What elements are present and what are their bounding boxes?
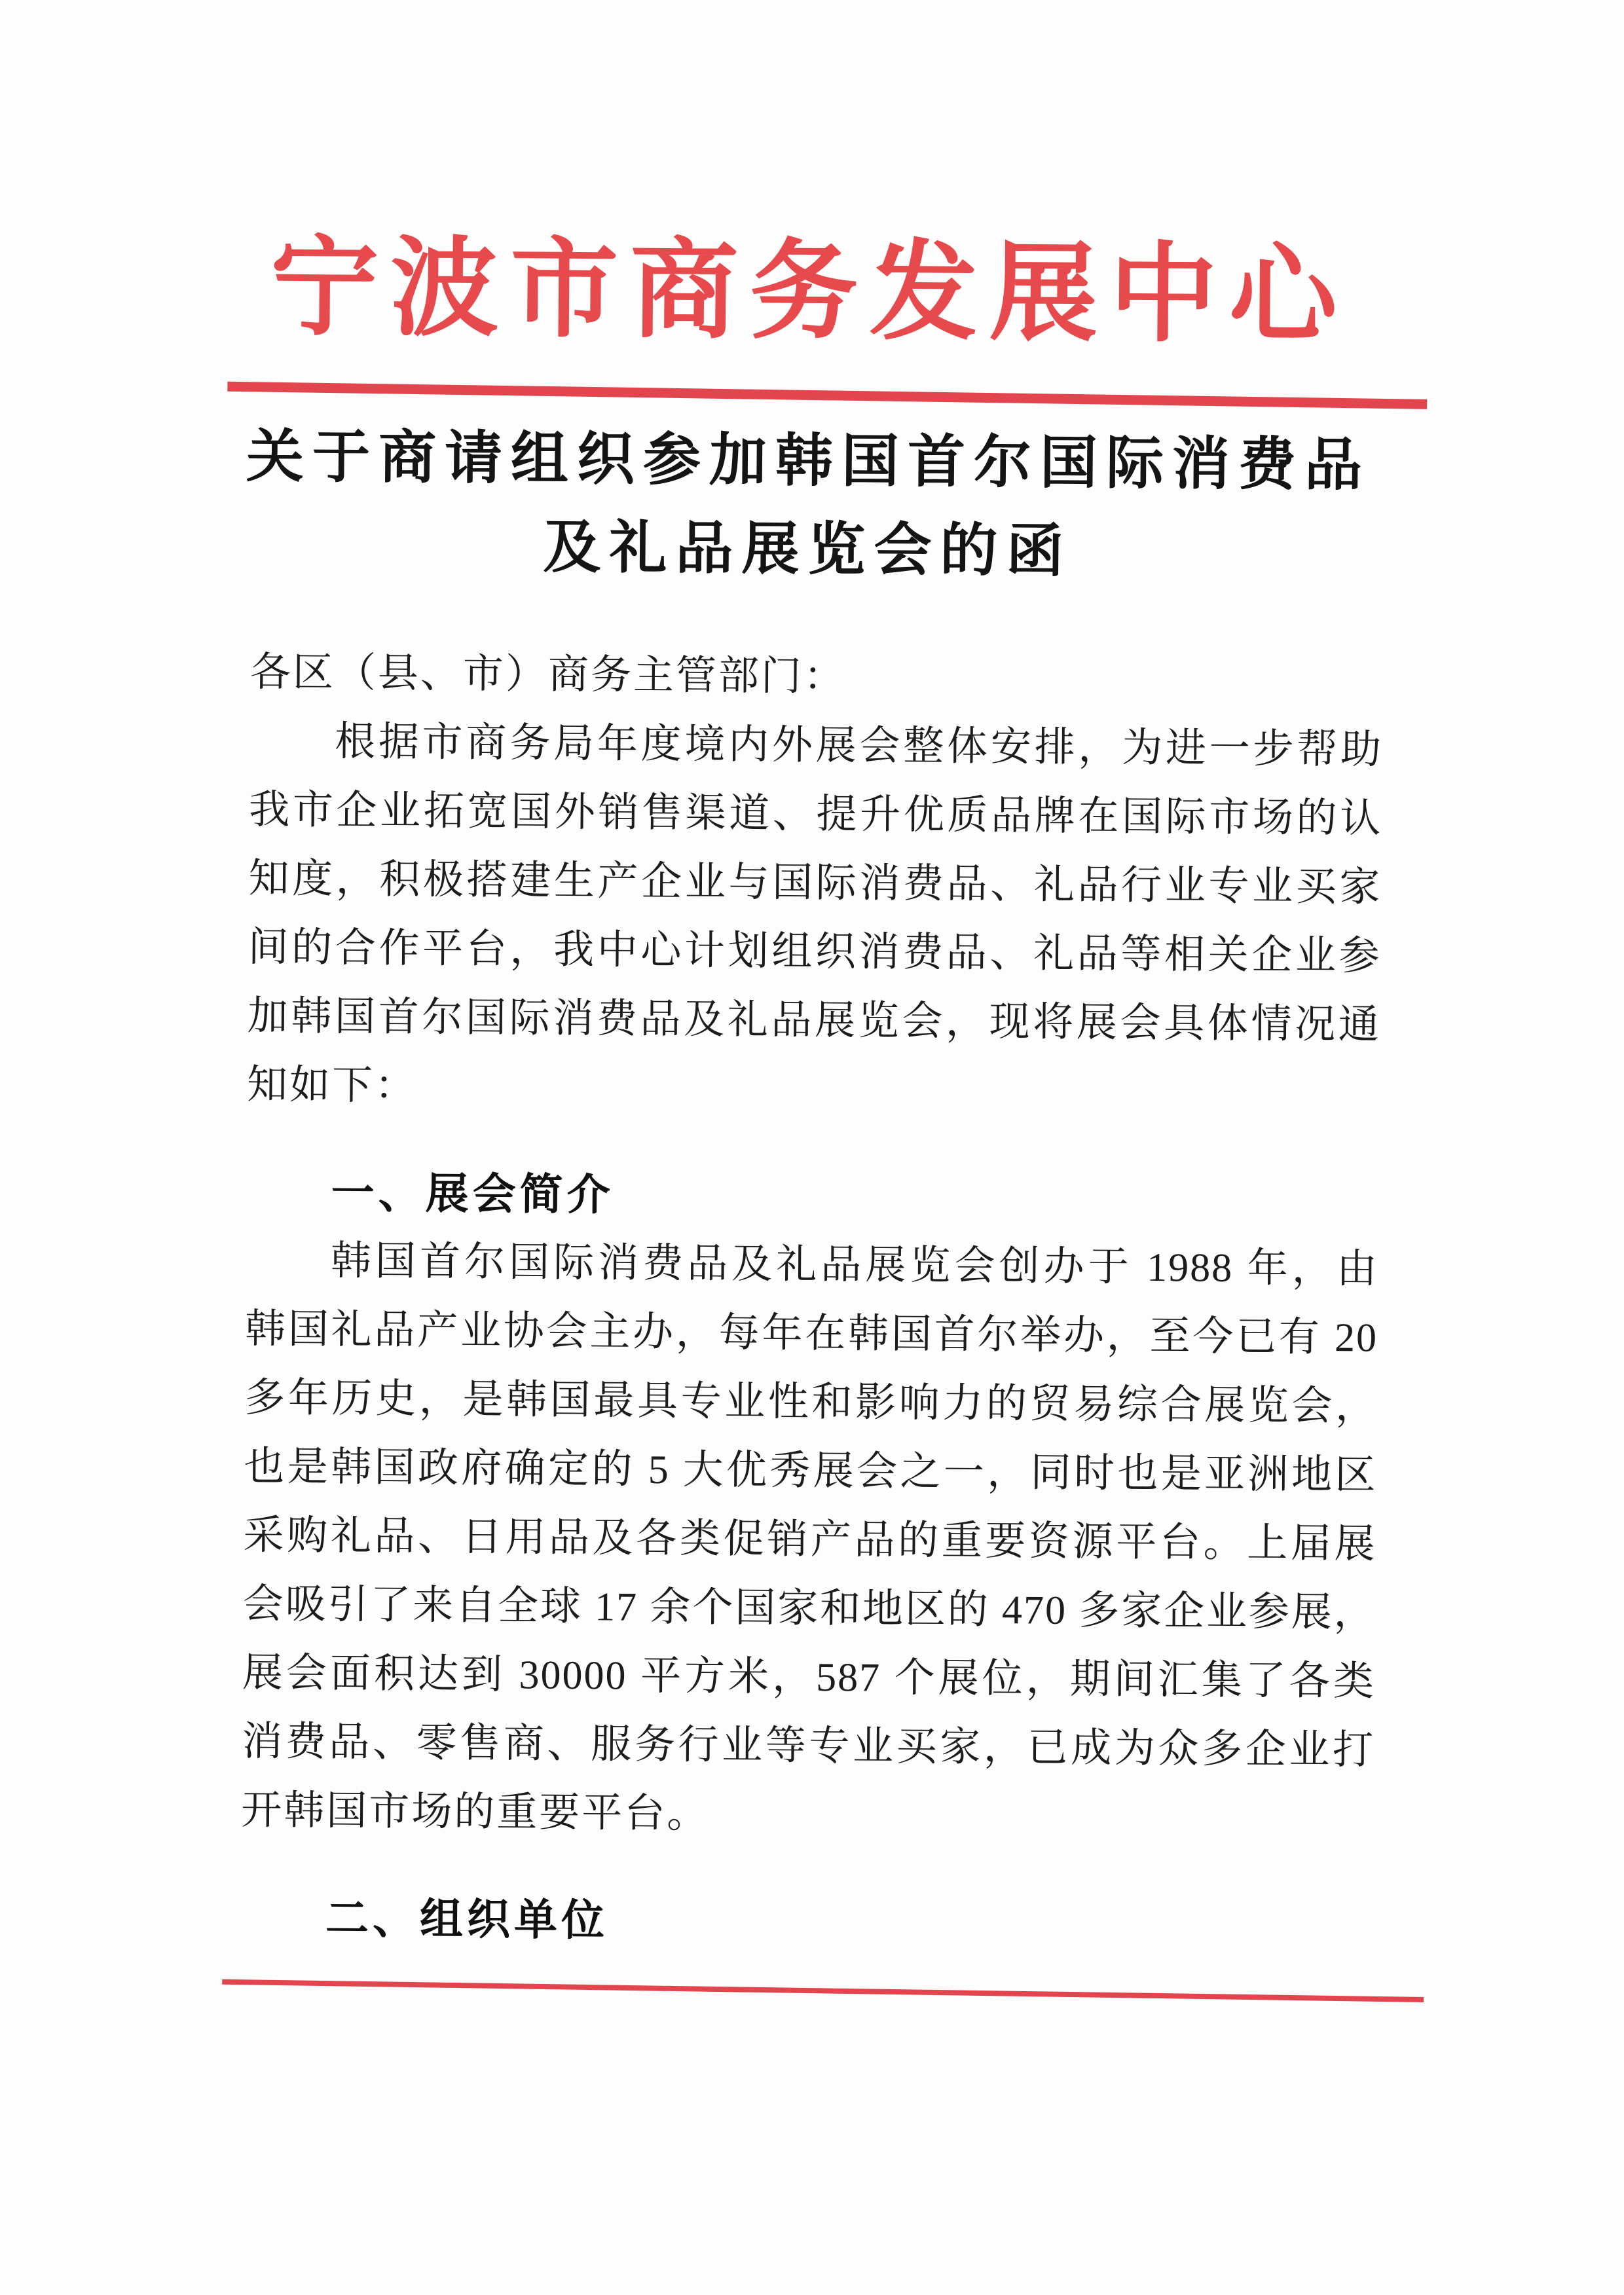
- letterhead-title: 宁波市商务发展中心: [270, 228, 1350, 357]
- body-line: 开韩国市场的重要平台。: [241, 1788, 710, 1837]
- body-line: 我市企业拓宽国外销售渠道、提升优质品牌在国际市场的认: [249, 788, 1382, 841]
- body-line: 消费品、零售商、服务行业等专业买家，已成为众多企业打: [241, 1719, 1375, 1773]
- body-line: 采购礼品、日用品及各类促销产品的重要资源平台。上届展: [243, 1513, 1376, 1567]
- document-title: [0, 411, 1621, 600]
- body-line: 韩国礼品产业协会主办，每年在韩国首尔举办，至今已有 20: [244, 1307, 1378, 1361]
- body-line: 多年历史，是韩国最具专业性和影响力的贸易综合展览会，: [244, 1375, 1378, 1429]
- section-heading-1: 一、展会简介: [331, 1168, 614, 1219]
- body-line: 也是韩国政府确定的 5 大优秀展会之一，同时也是亚洲地区: [244, 1444, 1377, 1498]
- section-heading-2: 二、组织单位: [325, 1893, 609, 1945]
- body-line: 加韩国首尔国际消费品及礼品展览会，现将展会具体情况通: [247, 994, 1381, 1048]
- document-title-line1: 关于商请组织参加韩国首尔国际消费品: [246, 425, 1371, 498]
- salutation: 各区（县、市）商务主管部门：: [249, 650, 847, 700]
- body-line: 知度，积极搭建生产企业与国际消费品、礼品行业专业买家: [248, 856, 1382, 910]
- footer-rule: [222, 1979, 1424, 2002]
- document-title-line2: 及礼品展览会的函: [543, 516, 1073, 584]
- body-line: 知如下：: [246, 1063, 418, 1109]
- letterhead-rule: [227, 382, 1427, 409]
- body-line: 展会面积达到 30000 平方米，587 个展位，期间汇集了各类: [242, 1650, 1376, 1704]
- body-line: 韩国首尔国际消费品及礼品展览会创办于 1988 年，由: [330, 1239, 1379, 1292]
- letter-body: [240, 638, 1384, 1961]
- body-line: 根据市商务局年度境内外展会整体安排，为进一步帮助: [334, 720, 1383, 773]
- body-line: 会吸引了来自全球 17 余个国家和地区的 470 多家企业参展，: [242, 1581, 1376, 1636]
- body-line: 间的合作平台，我中心计划组织消费品、礼品等相关企业参: [248, 925, 1381, 979]
